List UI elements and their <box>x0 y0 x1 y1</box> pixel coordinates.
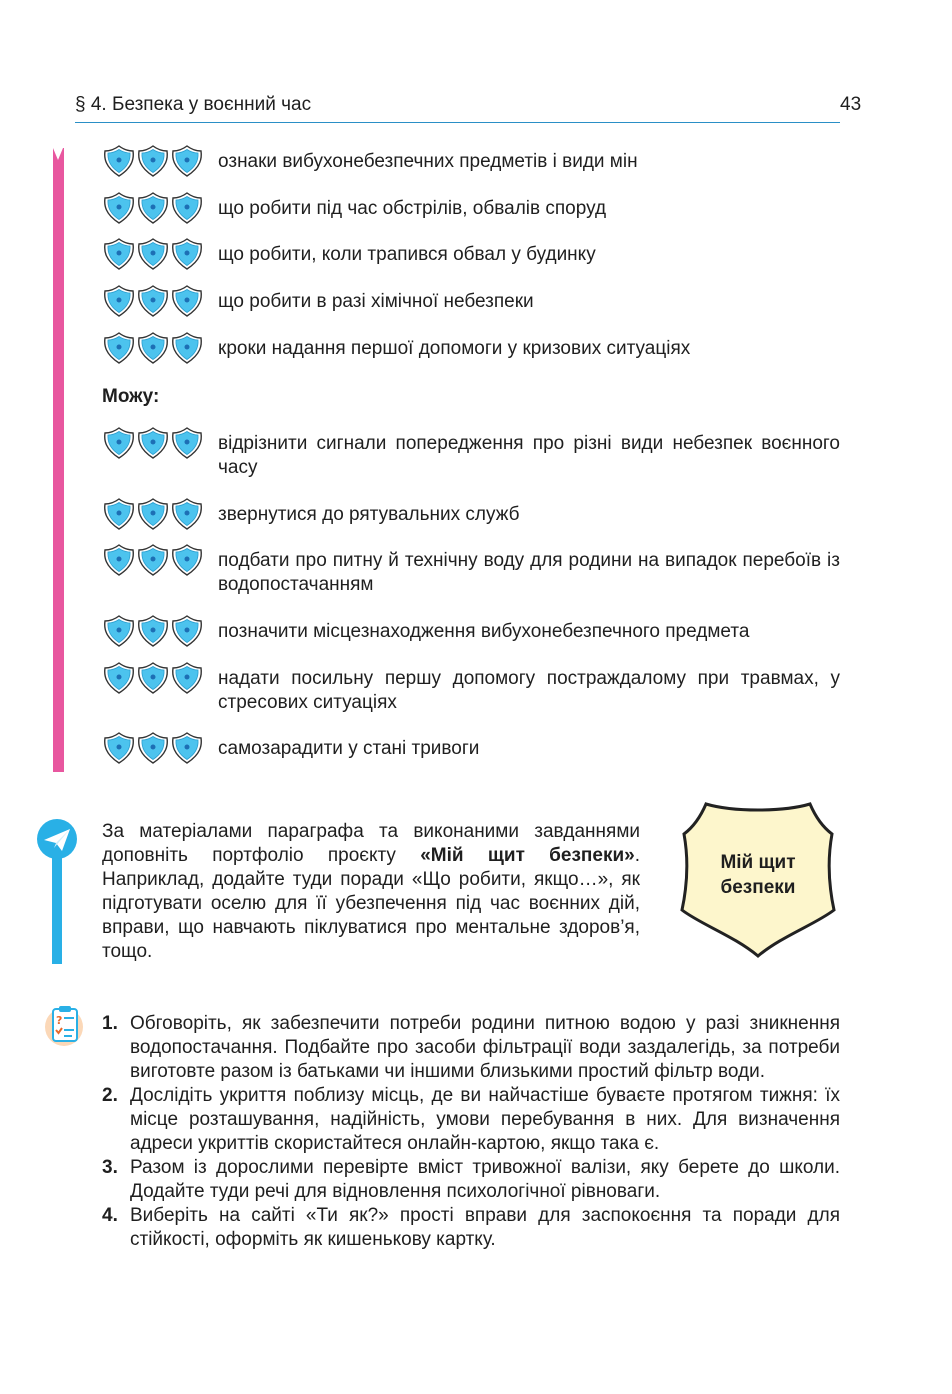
portfolio-text-start: За матеріалами параграфа та виконаними завданнями доповніть портфоліо проєкту <box>102 821 640 866</box>
rating-shields-icon[interactable] <box>102 426 204 460</box>
project-name: «Мій щит безпеки» <box>420 845 635 866</box>
task-text: Разом із дорослими перевірте вміст тривожної валізи, яку берете до школи. Додайте туди речі для відновлення психологічної рівноваги. <box>130 1157 840 1202</box>
can-item-text: відрізнити сигнали попередження про різні види небезпек воєнного часу <box>218 433 840 478</box>
portfolio-text-end: . Наприклад, додайте туди поради «Що робити, якщо…», як підготувати оселю для її убезпечення під час воєнних дій, вправи, що навчають піклуватися про ментальне здоров’я, тощо. <box>102 845 640 962</box>
badge-line-2: безпеки <box>720 877 796 898</box>
task-item <box>102 1012 840 1084</box>
svg-text:?: ? <box>56 1014 63 1027</box>
task-number: 1. <box>102 1013 118 1034</box>
can-item-text: подбати про питну й технічну воду для родини на випадок перебоїв із водопостачанням <box>218 550 840 595</box>
rating-shields-icon[interactable] <box>102 331 204 365</box>
know-item-text: ознаки вибухонебезпечних предметів і види мін <box>218 151 638 172</box>
task-number: 4. <box>102 1205 118 1226</box>
rating-shields-icon[interactable] <box>102 284 204 318</box>
know-item-text: кроки надання першої допомоги у кризових ситуаціях <box>218 338 691 359</box>
can-item-text: самозарадити у стані тривоги <box>218 738 480 759</box>
know-item-text: що робити, коли трапився обвал у будинку <box>218 244 596 265</box>
header-title: § 4. Безпека у воєнний час <box>75 94 312 115</box>
rating-shields-icon[interactable] <box>102 543 204 577</box>
task-text: Дослідіть укриття поблизу місць, де ви найчастіше буваєте протягом тижня: їх місце розташування, надійність, умови перебування в них. Для визначення адреси укриттів скористайтеся онлайн-картою, якщо така є. <box>130 1085 840 1154</box>
task-checklist-icon <box>42 1003 90 1047</box>
rating-shields-icon[interactable] <box>102 731 204 765</box>
page-header <box>75 94 840 123</box>
portfolio-instruction <box>102 820 640 964</box>
section-marker-bar <box>53 148 64 772</box>
rating-shields-icon[interactable] <box>102 661 204 695</box>
task-item <box>102 1204 840 1252</box>
task-item <box>102 1156 840 1204</box>
task-number: 3. <box>102 1157 118 1178</box>
know-item-text: що робити під час обстрілів, обвалів споруд <box>218 198 607 219</box>
can-item-text: позначити місцезнаходження вибухонебезпечного предмета <box>218 621 750 642</box>
paper-plane-icon <box>36 818 78 968</box>
rating-shields-icon[interactable] <box>102 614 204 648</box>
know-item-text: що робити в разі хімічної небезпеки <box>218 291 534 312</box>
can-item-text: звернутися до рятувальних служб <box>218 504 520 525</box>
rating-shields-icon[interactable] <box>102 237 204 271</box>
page-number: 43 <box>840 94 862 115</box>
rating-shields-icon[interactable] <box>102 191 204 225</box>
rating-shields-icon[interactable] <box>102 497 204 531</box>
task-item <box>102 1084 840 1156</box>
task-list <box>102 1012 840 1252</box>
section-marker-arrow-icon <box>53 148 63 160</box>
can-heading: Можу: <box>102 386 160 407</box>
badge-line-1: Мій щит <box>720 852 796 873</box>
rating-shields-icon[interactable] <box>102 144 204 178</box>
task-number: 2. <box>102 1085 118 1106</box>
can-item-text: надати посильну першу допомогу постраждалому при травмах, у стресових ситуаціях <box>218 668 840 713</box>
task-text: Виберіть на сайті «Ти як?» прості вправи для заспокоєння та поради для стійкості, оформіть як кишенькову картку. <box>130 1205 840 1250</box>
task-text: Обговоріть, як забезпечити потреби родини питною водою у разі зникнення водопостачання. Подбайте про засоби фільтрації води заздалегідь, за потреби виготовте разом із батьками чи іншими близькими простий фільтр води. <box>130 1013 840 1082</box>
badge-label <box>678 850 838 900</box>
